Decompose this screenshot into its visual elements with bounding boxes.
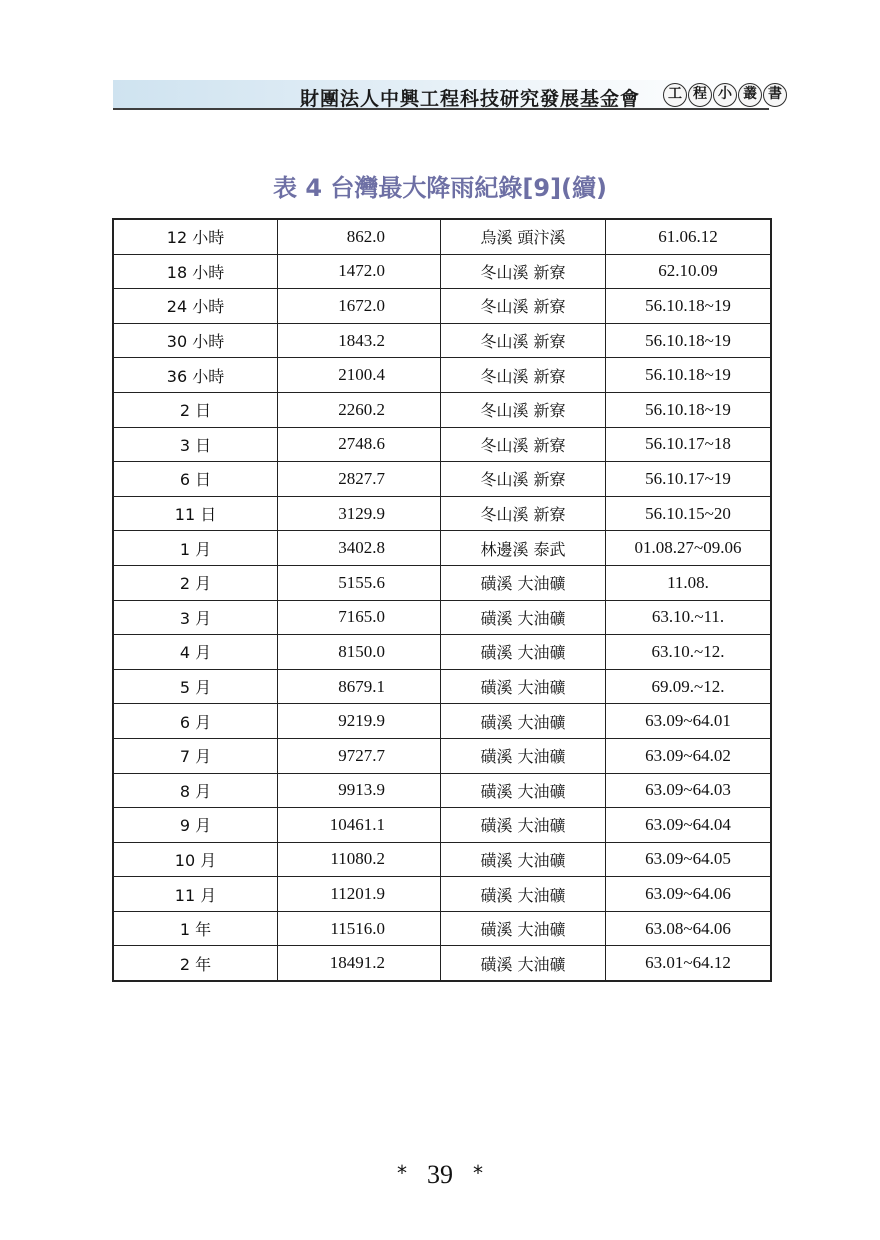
cell-date: 63.01~64.12 [606,946,772,981]
cell-date: 63.09~64.03 [606,773,772,808]
table-row [113,565,771,600]
cell-duration: 2 日 [113,392,278,427]
table-row [113,219,771,254]
cell-duration: 3 日 [113,427,278,462]
cell-station: 磺溪 大油礦 [441,738,606,773]
header-series-badges [663,83,787,107]
cell-date: 61.06.12 [606,219,772,254]
cell-date: 63.10.~11. [606,600,772,635]
cell-date: 56.10.18~19 [606,289,772,324]
cell-date: 63.08~64.06 [606,911,772,946]
cell-duration: 7 月 [113,738,278,773]
cell-rainfall-amount: 862.0 [278,219,441,254]
cell-rainfall-amount: 7165.0 [278,600,441,635]
cell-station: 冬山溪 新寮 [441,289,606,324]
table-row [113,392,771,427]
cell-duration: 5 月 [113,669,278,704]
cell-station: 磺溪 大油礦 [441,600,606,635]
cell-duration: 24 小時 [113,289,278,324]
cell-duration: 1 月 [113,531,278,566]
cell-station: 磺溪 大油礦 [441,773,606,808]
cell-rainfall-amount: 8679.1 [278,669,441,704]
cell-rainfall-amount: 2827.7 [278,462,441,497]
cell-date: 63.09~64.01 [606,704,772,739]
cell-rainfall-amount: 5155.6 [278,565,441,600]
cell-date: 63.10.~12. [606,635,772,670]
cell-station: 烏溪 頭汴溪 [441,219,606,254]
cell-duration: 2 月 [113,565,278,600]
cell-station: 磺溪 大油礦 [441,842,606,877]
cell-rainfall-amount: 3402.8 [278,531,441,566]
cell-station: 冬山溪 新寮 [441,462,606,497]
cell-rainfall-amount: 10461.1 [278,808,441,843]
cell-duration: 3 月 [113,600,278,635]
cell-date: 56.10.18~19 [606,358,772,393]
cell-duration: 6 日 [113,462,278,497]
cell-station: 冬山溪 新寮 [441,254,606,289]
table-row [113,462,771,497]
series-char: 工 [663,83,687,107]
cell-duration: 2 年 [113,946,278,981]
cell-station: 林邊溪 泰武 [441,531,606,566]
header-organization: 財團法人中興工程科技研究發展基金會 [299,88,640,110]
cell-station: 磺溪 大油礦 [441,946,606,981]
table-body [113,219,771,981]
page-footer [0,1160,880,1190]
cell-duration: 36 小時 [113,358,278,393]
table-row [113,738,771,773]
cell-station: 磺溪 大油礦 [441,808,606,843]
cell-station: 磺溪 大油礦 [441,635,606,670]
cell-date: 63.09~64.04 [606,808,772,843]
cell-date: 01.08.27~09.06 [606,531,772,566]
cell-station: 磺溪 大油礦 [441,877,606,912]
series-char: 程 [688,83,712,107]
cell-rainfall-amount: 1672.0 [278,289,441,324]
cell-rainfall-amount: 9913.9 [278,773,441,808]
table-row [113,808,771,843]
series-char: 書 [763,83,787,107]
cell-date: 56.10.15~20 [606,496,772,531]
cell-rainfall-amount: 3129.9 [278,496,441,531]
cell-duration: 12 小時 [113,219,278,254]
cell-duration: 9 月 [113,808,278,843]
cell-rainfall-amount: 9219.9 [278,704,441,739]
cell-duration: 30 小時 [113,323,278,358]
cell-station: 冬山溪 新寮 [441,392,606,427]
cell-duration: 11 日 [113,496,278,531]
table-row [113,600,771,635]
table-row [113,877,771,912]
footer-star-left: * [397,1161,407,1185]
page-number: 39 [427,1160,453,1189]
table-row [113,289,771,324]
cell-station: 磺溪 大油礦 [441,704,606,739]
cell-duration: 6 月 [113,704,278,739]
cell-date: 69.09.~12. [606,669,772,704]
cell-duration: 1 年 [113,911,278,946]
cell-rainfall-amount: 2748.6 [278,427,441,462]
cell-date: 56.10.18~19 [606,323,772,358]
series-char: 小 [713,83,737,107]
cell-rainfall-amount: 9727.7 [278,738,441,773]
cell-date: 11.08. [606,565,772,600]
cell-rainfall-amount: 1843.2 [278,323,441,358]
cell-date: 56.10.17~18 [606,427,772,462]
cell-rainfall-amount: 2260.2 [278,392,441,427]
cell-station: 磺溪 大油礦 [441,669,606,704]
table-row [113,323,771,358]
rainfall-record-table [112,218,772,982]
cell-rainfall-amount: 11516.0 [278,911,441,946]
cell-rainfall-amount: 11201.9 [278,877,441,912]
cell-date: 63.09~64.06 [606,877,772,912]
footer-star-right: * [473,1161,483,1185]
table-row [113,358,771,393]
table-row [113,635,771,670]
table-row [113,669,771,704]
cell-duration: 4 月 [113,635,278,670]
cell-duration: 8 月 [113,773,278,808]
cell-date: 56.10.17~19 [606,462,772,497]
cell-rainfall-amount: 8150.0 [278,635,441,670]
table-row [113,531,771,566]
table-row [113,496,771,531]
cell-rainfall-amount: 11080.2 [278,842,441,877]
cell-station: 冬山溪 新寮 [441,427,606,462]
cell-station: 磺溪 大油礦 [441,911,606,946]
cell-rainfall-amount: 2100.4 [278,358,441,393]
series-char: 叢 [738,83,762,107]
table-title: 表 4 台灣最大降雨紀錄[9](續) [273,174,607,202]
cell-rainfall-amount: 1472.0 [278,254,441,289]
cell-station: 冬山溪 新寮 [441,323,606,358]
cell-rainfall-amount: 18491.2 [278,946,441,981]
cell-date: 63.09~64.02 [606,738,772,773]
table-row [113,254,771,289]
cell-station: 冬山溪 新寮 [441,496,606,531]
table-row [113,427,771,462]
cell-station: 冬山溪 新寮 [441,358,606,393]
cell-duration: 11 月 [113,877,278,912]
table-row [113,704,771,739]
table-row [113,773,771,808]
table-row [113,842,771,877]
cell-station: 磺溪 大油礦 [441,565,606,600]
cell-duration: 10 月 [113,842,278,877]
cell-date: 62.10.09 [606,254,772,289]
table-row [113,911,771,946]
table-row [113,946,771,981]
cell-duration: 18 小時 [113,254,278,289]
cell-date: 56.10.18~19 [606,392,772,427]
cell-date: 63.09~64.05 [606,842,772,877]
